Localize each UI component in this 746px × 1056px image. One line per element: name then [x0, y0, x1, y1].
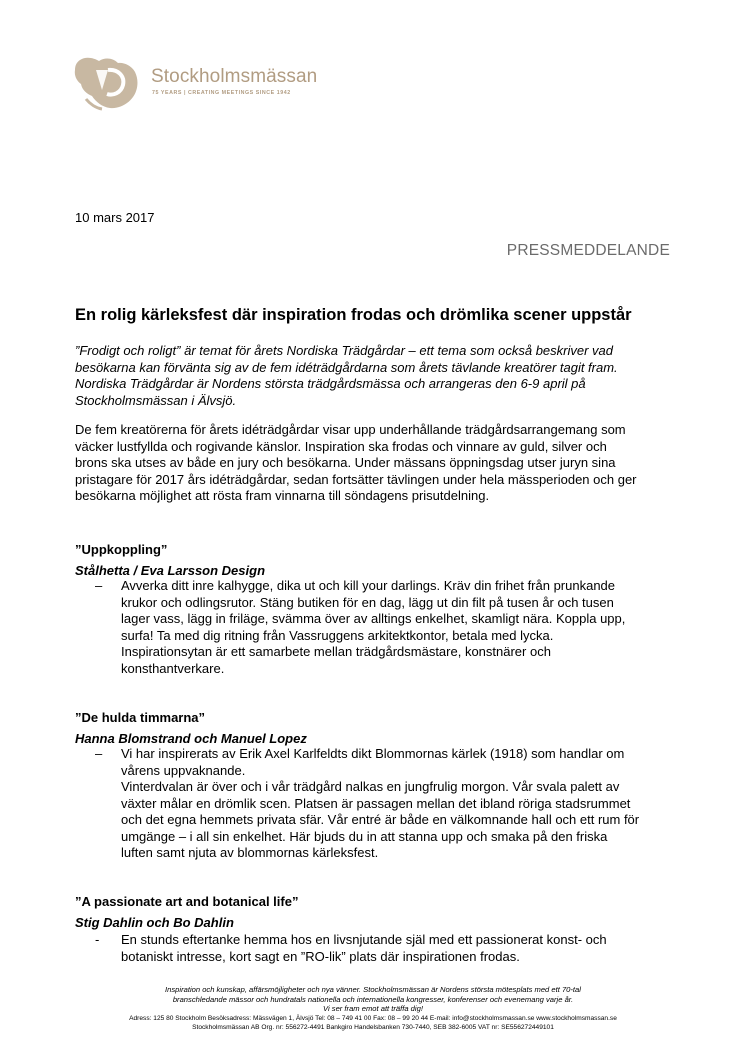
intro-line: besökarna kan förvänta sig av de fem idéträdgårdarna som årets tävlande kreatörer tagit fram. [75, 359, 618, 375]
document-type: PRESSMEDDELANDE [506, 242, 670, 259]
footer-tagline-line: Inspiration och kunskap, affärsmöjligheter och nya vänner. Stockholmsmässan är Nordens största mötesplats med ett 70-tal [165, 985, 581, 994]
intro-line: ”Frodigt och roligt” är temat för årets Nordiska Trädgårdar – ett tema som också beskriver vad [75, 343, 614, 358]
item-line: växter målar en drömlik scen. Platsen är passagen mellan det ibland röriga stadsrummet [121, 795, 631, 811]
body-line: pristagare för 2017 års idéträdgårdar, sedan fortsätter tävlingen under hela mässperioden och ger [75, 471, 637, 487]
item-line: vårens uppvaknande. [121, 762, 246, 778]
section-title-uppkoppling: ”Uppkoppling” [75, 542, 168, 557]
body-line: De fem kreatörerna för årets idéträdgårdar visar upp underhållande trädgårdsarrangemang som [75, 422, 626, 437]
item-line: surfa! Ta med dig ritning från Vassruggens arkitektkontor, betala med lycka. [121, 627, 554, 643]
logo-tagline: 75 YEARS | CREATING MEETINGS SINCE 1942 [152, 90, 291, 96]
item-line: Vi har inspirerats av Erik Axel Karlfeldts dikt Blommornas kärlek (1918) som handlar om [121, 746, 625, 761]
list-dash: - [95, 932, 100, 947]
section-subtitle-passionate-art: Stig Dahlin och Bo Dahlin [75, 915, 234, 930]
section-title-passionate-art: ”A passionate art and botanical life” [75, 894, 299, 909]
intro-line: Stockholmsmässan i Älvsjö. [75, 392, 237, 408]
item-line: och det egna hemmets privata sfär. Vår entré är både en välkomnande hall och ett rum för [121, 812, 640, 827]
stockholmsmassan-logo-icon [72, 52, 150, 114]
body-paragraph [75, 422, 675, 505]
footer-tagline-line: Vi ser fram emot att träffa dig! [323, 1004, 423, 1014]
item-line: Avverka ditt inre kalhygge, dika ut och kill your darlings. Kräv din frihet från prunkande [121, 578, 616, 593]
logo-name: Stockholmsmässan [151, 66, 318, 87]
footer-address: Adress: 125 80 Stockholm Besöksadress: Mässvägen 1, Älvsjö Tel: 08 – 749 41 00 Fax: 08 – 99 20 44 E-mail: info@stockholmsmassan.se www.stockholmsmassan.se [129, 1014, 617, 1022]
section-title-de-hulda-timmarna: ”De hulda timmarna” [75, 710, 206, 725]
headline: En rolig kärleksfest där inspiration frodas och drömlika scener uppstår [75, 306, 632, 324]
section-item-uppkoppling [75, 578, 685, 677]
item-line: luften samt njuta av blommornas kärleksfest. [121, 845, 379, 860]
item-line: umgänge – i all sin enkelhet. Här bjuds du in att stanna upp och smaka på den friska [121, 828, 608, 844]
body-line: brons ska utses av både en jury och besökarna. Under mässans öppningsdag utser juryn sina [75, 455, 616, 470]
list-dash: – [95, 746, 103, 761]
list-dash: – [95, 578, 103, 593]
item-line: krukor och odlingsrutor. Stäng butiken för en dag, lägg ut din filt på tusen år och tusen [121, 594, 614, 610]
company-logo [72, 52, 342, 114]
press-release-date: 10 mars 2017 [75, 210, 155, 225]
intro-paragraph [75, 343, 675, 409]
item-line: Vinterdvalan är över och i vår trädgård nalkas en jungfrulig morgon. Vår svala palett av [121, 779, 620, 794]
section-subtitle-de-hulda-timmarna: Hanna Blomstrand och Manuel Lopez [75, 731, 307, 746]
body-line: väcker lustfyllda och rogivande känslor. Inspiration ska frodas och vinnare av guld, silver och [75, 438, 607, 454]
item-line: konsthantverkare. [121, 660, 225, 676]
section-item-de-hulda-timmarna [75, 746, 685, 862]
footer-tagline-line: branschledande mässor och hundratals nationella och internationella kongresser, konferenser och evenemang varje år. [172, 994, 574, 1004]
intro-line: Nordiska Trädgårdar är Nordens största trädgårdsmässa och arrangeras den 6-9 april på [75, 376, 586, 391]
body-line: besökarna möjlighet att rösta fram vinnarna till söndagens prisutdelning. [75, 488, 490, 503]
footer-company-info: Stockholmsmässan AB Org. nr: 556272-4491 Bankgiro Handelsbanken 730-7440, SEB 382-6005 VAT nr: SE556272449101 [192, 1024, 554, 1032]
item-line: lager vass, lägg in friläge, svämma över av alltings enkelhet, skamligt nära. Koppla upp, [121, 611, 626, 626]
section-item-passionate-art [75, 932, 685, 965]
item-line: Inspirationsytan är ett samarbete mellan trädgårdsmästare, konstnärer och [121, 644, 551, 659]
page-footer [0, 985, 746, 1033]
item-line: En stunds eftertanke hemma hos en livsnjutande själ med ett passionerat konst- och [121, 932, 607, 947]
item-line: botaniskt intresse, kort sagt en ”RO-lik” plats där inspirationen frodas. [121, 948, 520, 964]
section-subtitle-uppkoppling: Stålhetta / Eva Larsson Design [75, 563, 266, 578]
